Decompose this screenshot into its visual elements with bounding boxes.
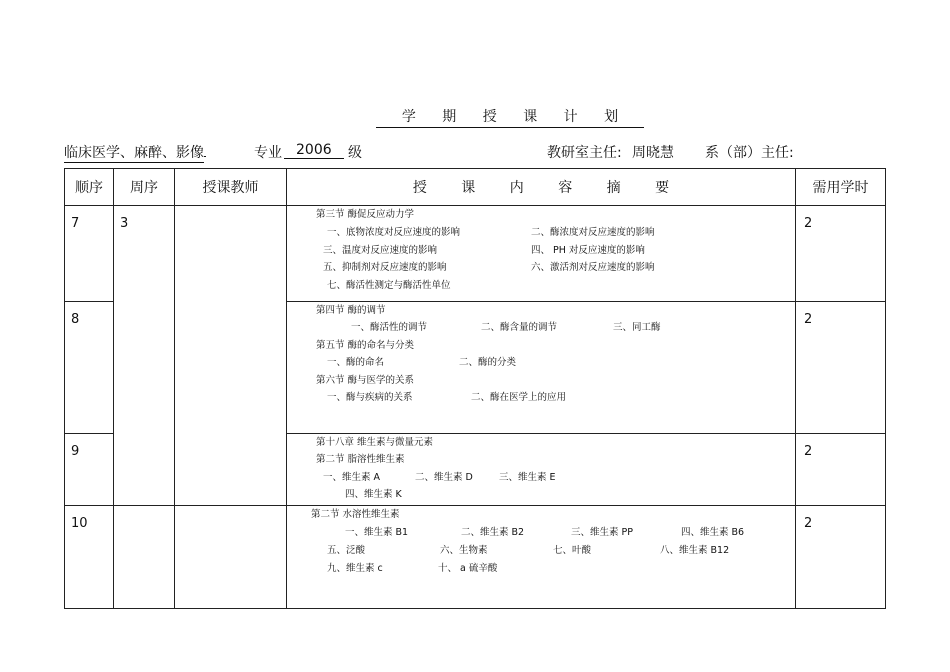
- header-info: [64, 142, 894, 162]
- table-row: [65, 506, 886, 609]
- row-order: 10: [65, 506, 114, 609]
- document-title: 学 期 授 课 计 划: [376, 106, 644, 128]
- table-header-row: [65, 169, 886, 206]
- col-hours-header: 需用学时: [796, 169, 886, 206]
- row-hours: 2: [796, 206, 886, 302]
- row-content: 第四节 酶的调节 一、酶活性的调节 二、酶含量的调节 三、同工酶 第五节 酶的命名与分类 一、酶的命名 二、酶的分类 第六节 酶与医学的关系 一、酶与疾病的关系 二、酶在医学上的应用: [287, 302, 796, 434]
- major-label: 专业: [254, 145, 282, 161]
- grade-year: 2006: [296, 142, 332, 158]
- row-order: 9: [65, 434, 114, 506]
- row-hours: 2: [796, 434, 886, 506]
- director-label: 教研室主任:: [547, 145, 622, 161]
- row-week: 3: [114, 206, 175, 506]
- row-content: 第十八章 维生素与微量元素 第二节 脂溶性维生素 一、维生素 A 二、维生素 D 三、维生素 E 四、维生素 K: [287, 434, 796, 506]
- row-hours: 2: [796, 302, 886, 434]
- row-content: 第二节 水溶性维生素 一、维生素 B1 二、维生素 B2 三、维生素 PP 四、维生素 B6 五、泛酸 六、生物素 七、叶酸 八、维生素 B12 九、维生素 c 十、 a 硫辛酸: [287, 506, 796, 609]
- col-week-header: 周序: [114, 169, 175, 206]
- row-teacher: [175, 506, 287, 609]
- row-hours: 2: [796, 506, 886, 609]
- row-week: [114, 506, 175, 609]
- director-name: 周晓慧: [632, 145, 674, 161]
- majors: 临床医学、麻醉、影像: [64, 142, 204, 163]
- row-content: 第三节 酶促反应动力学 一、底物浓度对反应速度的影响 二、酶浓度对反应速度的影响 三、温度对反应速度的影响 四、 PH 对反应速度的影响 五、抑制剂对反应速度的影响 六、激活剂对反应速度的影响 七、酶活性测定与酶活性单位: [287, 206, 796, 302]
- row-order: 8: [65, 302, 114, 434]
- row-order: 7: [65, 206, 114, 302]
- dept-head-label: 系（部）主任:: [705, 145, 794, 161]
- row-teacher: [175, 206, 287, 506]
- schedule-table: [64, 168, 886, 609]
- col-content-header: 授 课 内 容 摘 要: [287, 169, 796, 206]
- col-teacher-header: 授课教师: [175, 169, 287, 206]
- grade-label: 级: [348, 145, 362, 161]
- col-order-header: 顺序: [65, 169, 114, 206]
- table-row: [65, 206, 886, 302]
